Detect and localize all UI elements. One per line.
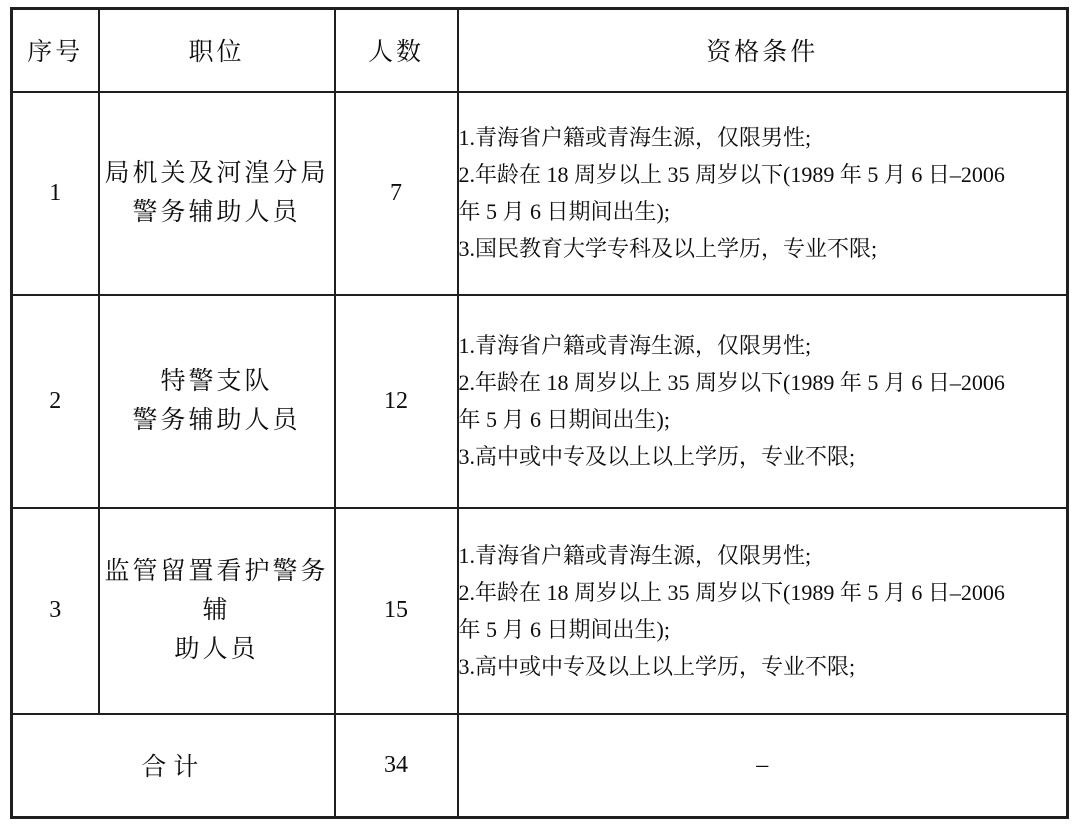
position-line: 助人员 (174, 636, 259, 663)
qualification-line: 2.年龄在 18 周岁以上 35 周岁以下(1989 年 5 月 6 日–2006 (458, 370, 1005, 395)
qualification-line: 年 5 月 6 日期间出生); (458, 407, 670, 432)
row-position-cell (99, 295, 335, 508)
header-qualifications: 资格条件 (458, 9, 1068, 92)
table-row (12, 295, 1068, 508)
row-qualifications-cell (458, 508, 1068, 714)
qualification-line: 2.年龄在 18 周岁以上 35 周岁以下(1989 年 5 月 6 日–2006 (458, 579, 1005, 605)
row-position-cell (99, 508, 335, 714)
header-row (12, 9, 1068, 92)
recruitment-table (10, 7, 1069, 819)
total-label-cell: 合计 (12, 714, 335, 818)
total-count-cell: 34 (335, 714, 458, 818)
position-line: 监管留置看护警务辅 (104, 558, 329, 624)
position-line: 局机关及河湟分局 (104, 160, 329, 187)
total-qualifications-cell: – (458, 714, 1068, 818)
position-line: 警务辅助人员 (132, 407, 301, 434)
header-count: 人数 (335, 9, 458, 92)
row-count-cell: 15 (335, 508, 458, 714)
position-line: 警务辅助人员 (132, 199, 301, 226)
qualification-line: 3.国民教育大学专科及以上学历，专业不限; (458, 236, 878, 261)
row-qualifications-cell (458, 92, 1068, 295)
row-no-cell: 2 (12, 295, 99, 508)
qualification-line: 3.高中或中专及以上以上学历，专业不限; (458, 444, 856, 469)
table-row (12, 508, 1068, 714)
total-row (12, 714, 1068, 818)
qualification-line: 1.青海省户籍或青海生源，仅限男性; (458, 125, 812, 150)
qualification-line: 年 5 月 6 日期间出生); (458, 199, 670, 224)
row-count-cell: 7 (335, 92, 458, 295)
header-position: 职位 (99, 9, 335, 92)
row-qualifications-cell (458, 295, 1068, 508)
qualification-line: 1.青海省户籍或青海生源，仅限男性; (458, 542, 812, 568)
qualification-line: 2.年龄在 18 周岁以上 35 周岁以下(1989 年 5 月 6 日–2006 (458, 162, 1005, 187)
header-no: 序号 (12, 9, 99, 92)
qualification-line: 1.青海省户籍或青海生源，仅限男性; (458, 333, 812, 358)
row-count-cell: 12 (335, 295, 458, 508)
row-no-cell: 1 (12, 92, 99, 295)
position-line: 特警支队 (160, 368, 273, 395)
qualification-line: 年 5 月 6 日期间出生); (458, 616, 670, 642)
qualification-line: 3.高中或中专及以上以上学历，专业不限; (458, 653, 856, 679)
row-no-cell: 3 (12, 508, 99, 714)
row-position-cell (99, 92, 335, 295)
table-row (12, 92, 1068, 295)
